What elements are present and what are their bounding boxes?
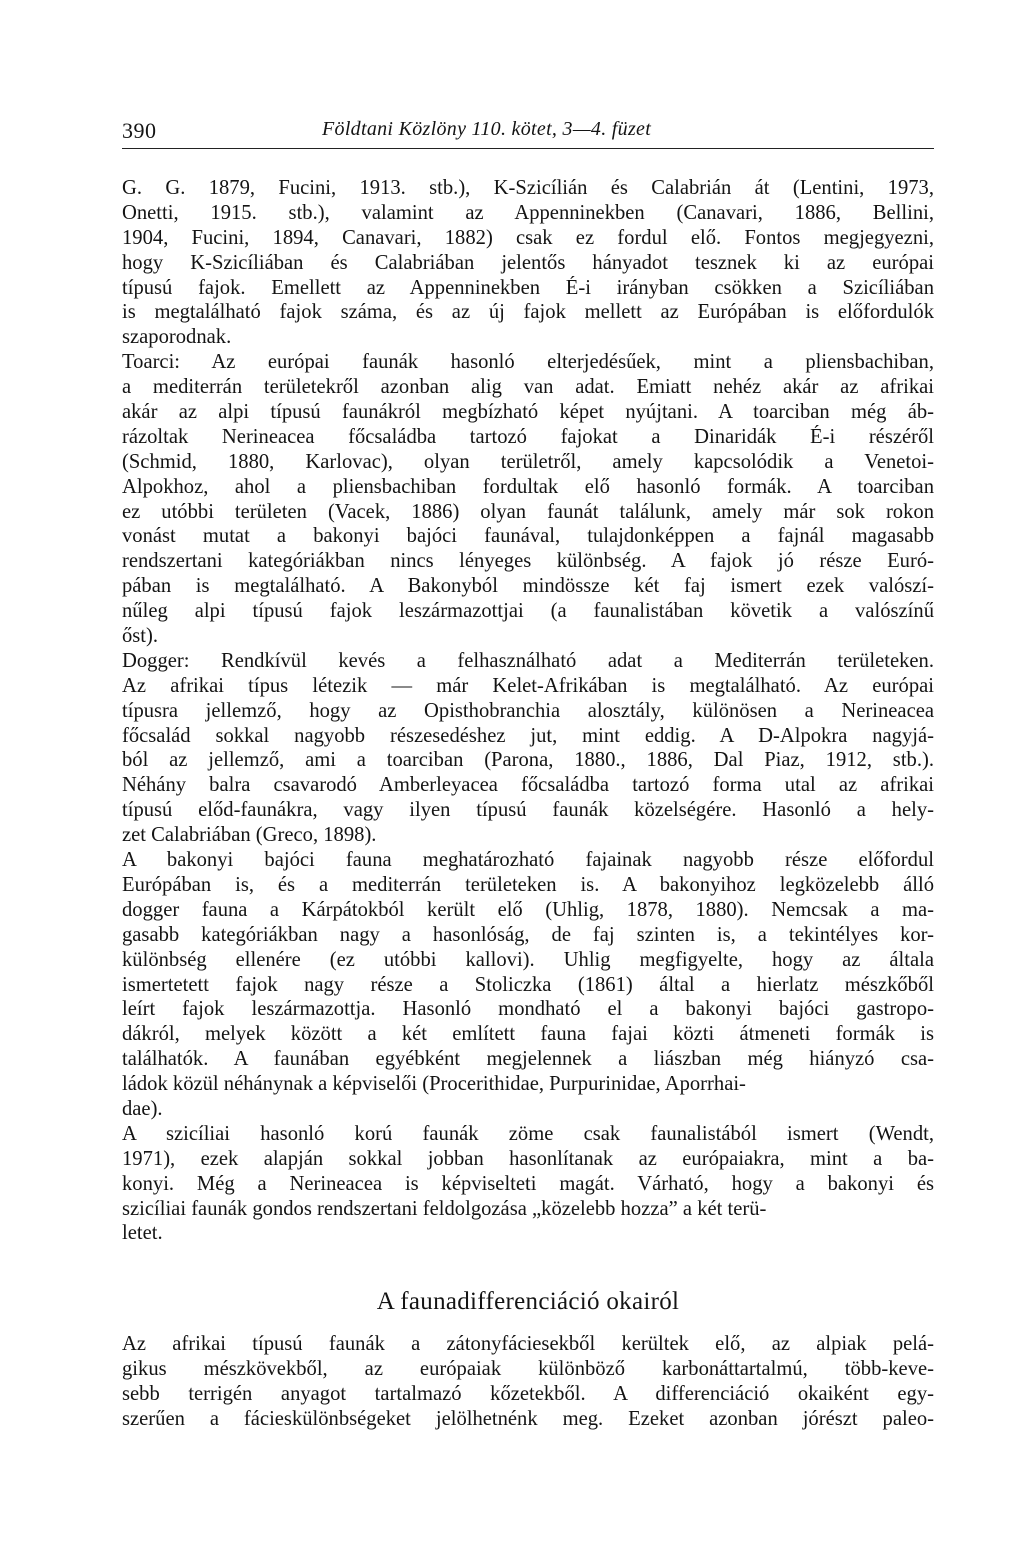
journal-title: Földtani Közlöny 110. kötet, 3—4. füzet (322, 118, 652, 140)
text-line: G. G. 1879, Fucini, 1913. stb.), K-Szicílián és Calabrián át (Lentini, 1973, (122, 177, 934, 199)
text-line: ból az jellemző, ami a toarciban (Parona, 1880., 1886, Dal Piaz, 1912, stb.). (122, 749, 934, 772)
text-line: ládok közül néhánynak a képviselői (Procerithidae, Purpurinidae, Aporrhai- (122, 1073, 746, 1096)
text-line: rendszertani kategóriákban nincs lényeges különbség. A fajok jó része Euró- (122, 550, 934, 573)
text-line: akár az alpi típusú faunákról megbízható képet nyújtani. A toarciban még áb- (122, 401, 934, 424)
running-header (122, 118, 934, 149)
text-line: szaporodnak. (122, 326, 232, 349)
text-line: (Schmid, 1880, Karlovac), olyan területről, amely kapcsolódik a Venetoi- (122, 450, 934, 473)
text-line: dákról, melyek között a két említett fauna fajai közti átmeneti formák is (122, 1023, 934, 1046)
text-line: találhatók. A faunában egyébként megjelennek a liászban még hiányzó csa- (122, 1048, 934, 1071)
text-line: Az afrikai típus létezik — már Kelet-Afrikában is megtalálható. Az európai (122, 674, 934, 697)
text-line: pában is megtalálható. A Bakonyból mindössze két faj ismert ezek valószí- (122, 575, 934, 598)
text-line: 1971), ezek alapján sokkal jobban hasonlítanak az európaiakra, mint a ba- (122, 1147, 934, 1170)
text-line: Néhány balra csavarodó Amberleyacea főcsaládba tartozó forma utal az afrikai (122, 774, 934, 797)
text-line: is megtalálható fajok száma, és az új fajok mellett az Európában is előfordulók (122, 301, 934, 324)
text-line: gasabb kategóriákban nagy a hasonlóság, de faj szinten is, a tekintélyes kor- (122, 923, 934, 946)
text-line: típusú előd-faunákra, vagy ilyen típusú faunák közelségére. Hasonló a hely- (122, 799, 934, 822)
text-line: őst). (122, 625, 159, 648)
text-line: főcsalád sokkal nagyobb részesedéshez jut, mint eddig. A D-Alpokra nagyjá- (122, 724, 934, 747)
text-line: gikus mészkövekből, az európaiak különböző karbonáttartalmú, több-keve- (122, 1357, 934, 1380)
text-line: Az afrikai típusú faunák a zátonyfáciesekből kerültek elő, az alpiak pelá- (122, 1333, 934, 1355)
text-line: típusú fajok. Emellett az Appenninekben É-i irányban csökken a Szicíliában (122, 276, 934, 299)
page-number: 390 (122, 118, 157, 143)
text-line: szicíliai faunák gondos rendszertani feldolgozása „közelebb hozza” a két terü- (122, 1197, 767, 1220)
text-line: 1904, Fucini, 1894, Canavari, 1882) csak ez fordul elő. Fontos megjegyezni, (122, 226, 934, 249)
text-line: Toarci: Az európai faunák hasonló elterjedésűek, mint a pliensbachiban, (122, 351, 934, 374)
text-line: dogger fauna a Kárpátokból került elő (Uhlig, 1878, 1880). Nemcsak a ma- (122, 898, 934, 921)
text-line: ismertetett fajok nagy része a Stoliczka (1861) által a hierlatz mészkőből (122, 973, 934, 996)
text-line: letet. (122, 1222, 163, 1245)
text-line: szerűen a fácieskülönbségeket jelölhetnénk meg. Ezeket azonban jórészt paleo- (122, 1407, 934, 1430)
text-line: hogy K-Szicíliában és Calabriában jelentős hányadot tesznek ki az európai (122, 251, 934, 274)
text-line: Európában is, és a mediterrán területeken is. A bakonyihoz legközelebb álló (122, 873, 934, 896)
text-line: sebb terrigén anyagot tartalmazó kőzetekből. A differenciáció okaiként egy- (122, 1382, 934, 1405)
text-line: zet Calabriában (Greco, 1898). (122, 824, 377, 847)
text-line: nűleg alpi típusú fajok leszármazottjai (a faunalistában követik a valószínű (122, 600, 934, 623)
text-line: A szicíliai hasonló korú faunák zöme csak faunalistából ismert (Wendt, (122, 1122, 934, 1145)
text-line: A bakonyi bajóci fauna meghatározható fajainak nagyobb része előfordul (122, 849, 934, 872)
text-line: Onetti, 1915. stb.), valamint az Appenninekben (Canavari, 1886, Bellini, (122, 201, 934, 224)
text-line: dae). (122, 1097, 163, 1120)
text-line: vonást mutat a bakonyi bajóci faunával, tulajdonképpen a fajnál magasabb (122, 525, 934, 548)
body-text (122, 176, 934, 1246)
text-line: ez utóbbi területen (Vacek, 1886) olyan faunát találunk, amely már sok rokon (122, 500, 934, 523)
text-line: leírt fajok leszármazottja. Hasonló mondható el a bakonyi bajóci gastropo- (122, 998, 934, 1021)
text-line: a mediterrán területekről azonban alig van adat. Emiatt nehéz akár az afrikai (122, 376, 934, 399)
text-line: típusra jellemző, hogy az Opisthobranchia alosztály, különösen a Nerineacea (122, 699, 934, 722)
text-line: Alpokhoz, ahol a pliensbachiban fordultak elő hasonló formák. A toarciban (122, 475, 934, 498)
text-line: konyi. Még a Nerineacea is képviselteti magát. Várható, hogy a bakonyi és (122, 1172, 934, 1195)
text-line: rázoltak Nerineacea főcsaládba tartozó fajokat a Dinaridák É-i részéről (122, 425, 934, 448)
text-line: Dogger: Rendkívül kevés a felhasználható adat a Mediterrán területeken. (122, 649, 934, 672)
section-title: A faunadifferenciáció okairól (376, 1288, 680, 1315)
text-line: különbség ellenére (ez utóbbi kallovi). Uhlig megfigyelte, hogy az általa (122, 948, 934, 971)
section-body-text (122, 1332, 934, 1432)
